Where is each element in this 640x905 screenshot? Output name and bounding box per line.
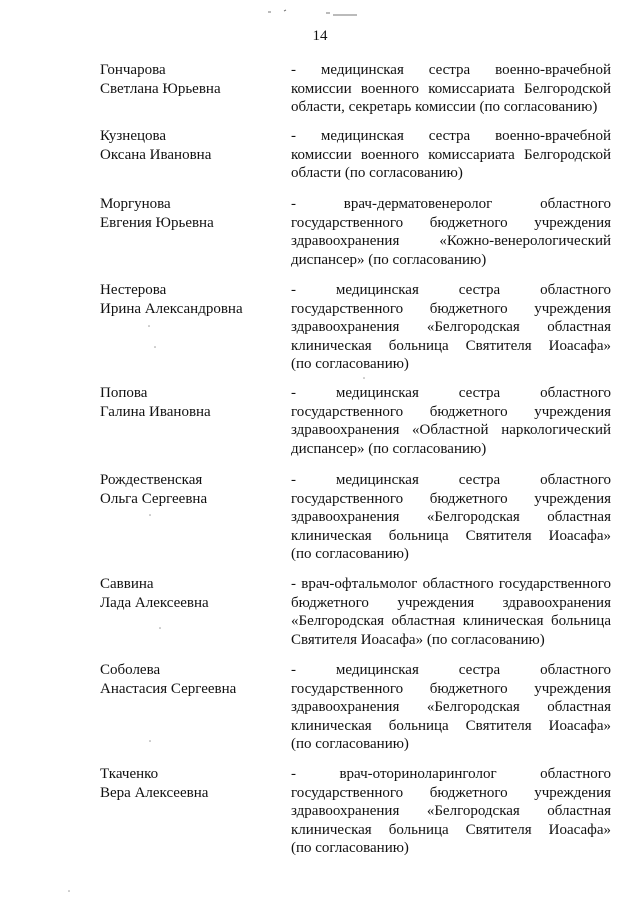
member-role (291, 471, 611, 564)
role-line: государственного бюджетного учреждения (291, 403, 611, 420)
member-given-names: Оксана Ивановна (100, 147, 212, 163)
role-line: бюджетного учреждения здравоохранения (291, 594, 611, 611)
role-line: - медицинская сестра военно-врачебной (291, 62, 611, 78)
member-given-names: Галина Ивановна (100, 404, 211, 420)
role-line: здравоохранения «Областной наркологический (291, 422, 611, 438)
role-line: клиническая больница Святителя Иоасафа» (291, 527, 611, 544)
member-name (100, 195, 275, 233)
role-line: - медицинская сестра областного (291, 472, 611, 488)
role-line: государственного бюджетного учреждения (291, 214, 611, 231)
role-line: - врач-оториноларинголог областного (291, 766, 611, 782)
role-line: (по согласованию) (291, 840, 409, 856)
role-line: государственного бюджетного учреждения (291, 490, 611, 507)
member-given-names: Вера Алексеевна (100, 785, 209, 801)
member-role (291, 127, 611, 183)
member-given-names: Светлана Юрьевна (100, 81, 221, 97)
member-given-names: Лада Алексеевна (100, 595, 209, 611)
role-line: - врач-дерматовенеролог областного (291, 196, 611, 212)
role-line: государственного бюджетного учреждения (291, 300, 611, 317)
member-role (291, 61, 611, 117)
member-surname: Нестерова (100, 282, 167, 298)
member-name (100, 61, 275, 99)
role-line: государственного бюджетного учреждения (291, 680, 611, 697)
member-name (100, 661, 275, 699)
role-line: - медицинская сестра областного (291, 282, 611, 298)
role-line: диспансер» (по согласованию) (291, 251, 487, 268)
member-name (100, 471, 275, 509)
member-surname: Кузнецова (100, 128, 167, 144)
member-surname: Моргунова (100, 196, 171, 212)
member-role (291, 281, 611, 374)
role-line: комиссии военного комиссариата Белгородской (291, 146, 611, 163)
role-line: здравоохранения «Кожно-венерологический (291, 233, 611, 249)
member-surname: Ткаченко (100, 766, 159, 782)
role-line: здравоохранения «Белгородская областная (291, 699, 611, 715)
member-role (291, 384, 611, 458)
member-role (291, 575, 611, 649)
member-surname: Гончарова (100, 62, 166, 78)
role-line: «Белгородская областная клиническая больница (291, 613, 611, 629)
member-role (291, 661, 611, 754)
member-surname: Попова (100, 385, 148, 401)
role-line: (по согласованию) (291, 356, 409, 372)
page-number: 14 (312, 28, 328, 44)
role-line: здравоохранения «Белгородская областная (291, 509, 611, 525)
member-role (291, 195, 611, 269)
role-line: клиническая больница Святителя Иоасафа» (291, 717, 611, 734)
member-role (291, 765, 611, 858)
member-name (100, 281, 275, 319)
role-line: здравоохранения «Белгородская областная (291, 319, 611, 335)
role-line: клиническая больница Святителя Иоасафа» (291, 337, 611, 354)
role-line: - медицинская сестра военно-врачебной (291, 128, 611, 144)
member-name (100, 127, 275, 165)
role-line: клиническая больница Святителя Иоасафа» (291, 821, 611, 838)
role-line: комиссии военного комиссариата Белгородской (291, 80, 611, 97)
member-given-names: Анастасия Сергеевна (100, 681, 237, 697)
member-given-names: Ольга Сергеевна (100, 491, 208, 507)
member-name (100, 765, 275, 803)
member-name (100, 384, 275, 422)
member-given-names: Ирина Александровна (100, 301, 243, 317)
role-line: диспансер» (по согласованию) (291, 440, 487, 457)
role-line: области, секретарь комиссии (по согласованию) (291, 99, 598, 115)
role-line: - медицинская сестра областного (291, 662, 611, 678)
role-line: - врач-офтальмолог областного государственного (291, 576, 611, 592)
role-line: области (по согласованию) (291, 165, 463, 181)
member-given-names: Евгения Юрьевна (100, 215, 214, 231)
role-line: государственного бюджетного учреждения (291, 784, 611, 801)
member-surname: Соболева (100, 662, 161, 678)
member-surname: Саввина (100, 576, 154, 592)
member-name (100, 575, 275, 613)
role-line: - медицинская сестра областного (291, 385, 611, 401)
role-line: здравоохранения «Белгородская областная (291, 803, 611, 819)
role-line: (по согласованию) (291, 736, 409, 752)
member-surname: Рождественская (100, 472, 203, 488)
role-line: Святителя Иоасафа» (по согласованию) (291, 631, 545, 648)
role-line: (по согласованию) (291, 546, 409, 562)
